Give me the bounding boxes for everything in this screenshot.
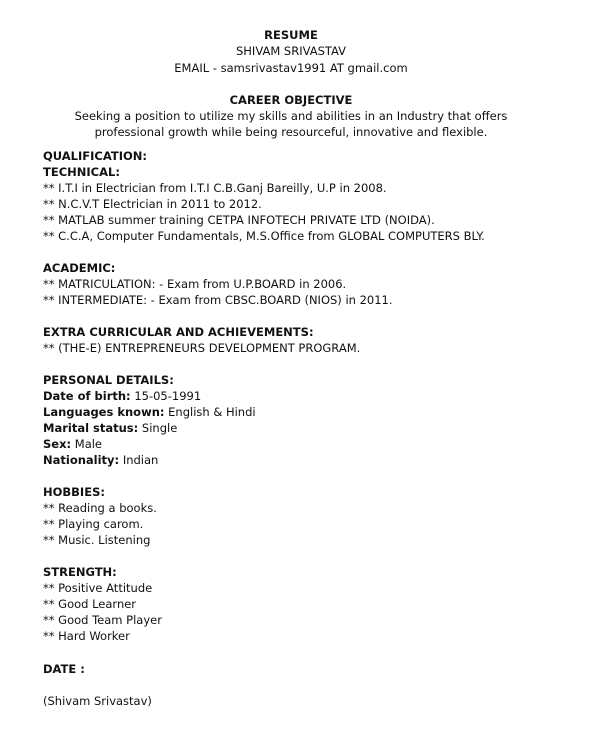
personal-field-languages [43, 404, 256, 420]
hobbies-heading: HOBBIES: [43, 485, 105, 499]
strength-heading: STRENGTH: [43, 565, 117, 579]
strength-item: ** Good Team Player [43, 613, 162, 627]
technical-item: ** MATLAB summer training CETPA INFOTECH PRIVATE LTD (NOIDA). [43, 213, 435, 227]
field-value: Single [141, 421, 178, 435]
field-label: Languages known: [43, 405, 165, 419]
field-value: Indian [122, 453, 159, 467]
field-value: English & Hindi [168, 405, 256, 419]
field-value: 15-05-1991 [134, 389, 202, 403]
strength-item: ** Positive Attitude [43, 581, 153, 595]
technical-item: ** N.C.V.T Electrician in 2011 to 2012. [43, 197, 262, 211]
strength-item: ** Hard Worker [43, 629, 130, 643]
academic-item: ** MATRICULATION: - Exam from U.P.BOARD in 2006. [43, 277, 347, 291]
candidate-email: EMAIL - samsrivastav1991 AT gmail.com [174, 61, 408, 75]
field-label: Date of birth: [43, 389, 131, 403]
personal-field-nationality [43, 452, 158, 468]
hobby-item: ** Playing carom. [43, 517, 144, 531]
strength-item: ** Good Learner [43, 597, 137, 611]
extra-curricular-item: ** (THE-E) ENTREPRENEURS DEVELOPMENT PROGRAM. [43, 341, 361, 355]
career-objective-heading: CAREER OBJECTIVE [229, 93, 353, 107]
field-value: Male [74, 437, 103, 451]
technical-heading: TECHNICAL: [43, 165, 120, 179]
extra-curricular-heading: EXTRA CURRICULAR AND ACHIEVEMENTS: [43, 325, 314, 339]
technical-item: ** I.T.I in Electrician from I.T.I C.B.Ganj Bareilly, U.P in 2008. [43, 181, 387, 195]
qualification-heading: QUALIFICATION: [43, 149, 147, 163]
field-label: Sex: [43, 437, 72, 451]
field-label: Nationality: [43, 453, 120, 467]
technical-item: ** C.C.A, Computer Fundamentals, M.S.Office from GLOBAL COMPUTERS BLY. [43, 229, 485, 243]
personal-field-marital-status [43, 420, 177, 436]
date-label: DATE : [43, 662, 85, 676]
field-label: Marital status: [43, 421, 139, 435]
career-objective-line-1: Seeking a position to utilize my skills and abilities in an Industry that offers [74, 109, 508, 123]
personal-field-dob [43, 388, 201, 404]
personal-details-heading: PERSONAL DETAILS: [43, 373, 174, 387]
resume-title: RESUME [264, 28, 318, 42]
personal-field-sex [43, 436, 102, 452]
academic-heading: ACADEMIC: [43, 261, 116, 275]
candidate-name: SHIVAM SRIVASTAV [235, 44, 347, 58]
hobby-item: ** Reading a books. [43, 501, 157, 515]
academic-item: ** INTERMEDIATE: - Exam from CBSC.BOARD (NIOS) in 2011. [43, 293, 393, 307]
signature: (Shivam Srivastav) [43, 694, 152, 708]
career-objective-line-2: professional growth while being resourceful, innovative and flexible. [94, 125, 488, 139]
hobby-item: ** Music. Listening [43, 533, 151, 547]
